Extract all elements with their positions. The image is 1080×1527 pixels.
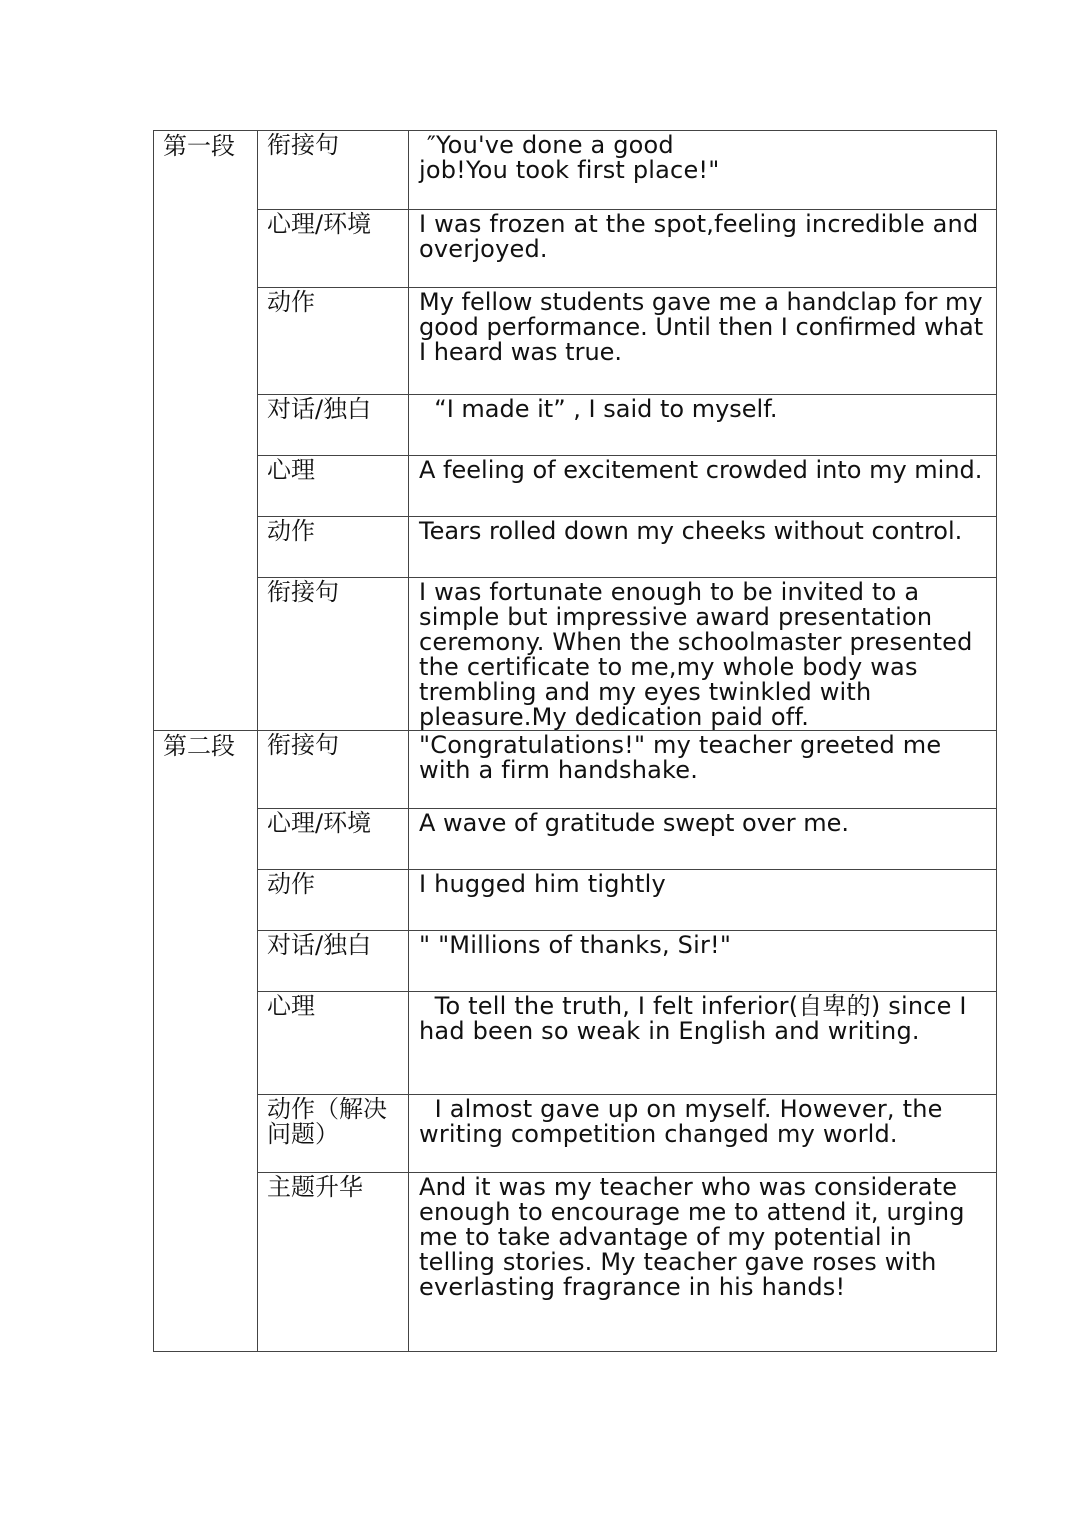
sentence-type-label: 动作 — [267, 870, 315, 898]
table-row — [154, 731, 997, 809]
paragraph-label: 第二段 — [163, 732, 235, 760]
sentence-type-label: 衔接句 — [267, 731, 339, 759]
type-cell — [258, 731, 409, 809]
table-row — [154, 517, 997, 578]
type-cell — [258, 210, 409, 288]
content-cell — [409, 456, 997, 517]
table-row — [154, 210, 997, 288]
table-row — [154, 870, 997, 931]
type-cell — [258, 395, 409, 456]
paragraph-cell — [154, 731, 258, 1352]
sentence-type-label: 动作（解决问题） — [267, 1095, 387, 1148]
table-row — [154, 1095, 997, 1173]
sentence-text: My fellow students gave me a handclap for my good performance. Until then I confirmed what I heard was true. — [419, 288, 991, 366]
table-row — [154, 931, 997, 992]
sentence-text: I hugged him tightly — [419, 870, 666, 898]
sentence-type-label: 心理 — [267, 992, 315, 1020]
type-cell — [258, 578, 409, 731]
table-row — [154, 395, 997, 456]
sentence-text: I was fortunate enough to be invited to a simple but impressive award presentation ceremony. When the schoolmaster presented the certificate to me,my whole body was trembling and my eyes twinkled with pleasure.My dedication paid off. — [419, 578, 981, 731]
type-cell — [258, 1095, 409, 1173]
table-row — [154, 1173, 997, 1352]
type-cell — [258, 992, 409, 1095]
content-cell — [409, 809, 997, 870]
content-cell — [409, 870, 997, 931]
sentence-text: I was frozen at the spot,feeling incredible and overjoyed. — [419, 210, 987, 263]
content-cell — [409, 517, 997, 578]
sentence-type-label: 衔接句 — [267, 578, 339, 606]
content-cell — [409, 131, 997, 210]
sentence-text: And it was my teacher who was considerate enough to encourage me to attend it, urging me to take advantage of my potential in telling stories. My teacher gave roses with everlasting fragrance in his hands! — [419, 1173, 973, 1301]
sentence-text: ″You've done a good job!You took first place!" — [419, 131, 720, 184]
type-cell — [258, 809, 409, 870]
sentence-text: A feeling of excitement crowded into my mind. — [419, 456, 983, 484]
sentence-text: A wave of gratitude swept over me. — [419, 809, 849, 837]
sentence-text: " "Millions of thanks, Sir!" — [419, 931, 732, 959]
content-cell — [409, 731, 997, 809]
sentence-text: To tell the truth, I felt inferior(自卑的) since I had been so weak in English and writing. — [419, 992, 975, 1045]
type-cell — [258, 456, 409, 517]
content-cell — [409, 395, 997, 456]
content-cell — [409, 210, 997, 288]
sentence-type-label: 动作 — [267, 288, 315, 316]
sentence-type-label: 对话/独白 — [267, 395, 372, 423]
type-cell — [258, 870, 409, 931]
sentence-type-label: 心理/环境 — [267, 210, 372, 238]
sentence-type-label: 心理/环境 — [267, 809, 372, 837]
sentence-text: “I made it” , I said to myself. — [419, 395, 778, 423]
content-cell — [409, 1173, 997, 1352]
table-row — [154, 288, 997, 395]
content-cell — [409, 992, 997, 1095]
paragraph-label: 第一段 — [163, 132, 235, 160]
sentence-text: "Congratulations!" my teacher greeted me with a firm handshake. — [419, 731, 950, 784]
sentence-type-label: 心理 — [267, 456, 315, 484]
type-cell — [258, 931, 409, 992]
type-cell — [258, 131, 409, 210]
sentence-type-label: 动作 — [267, 517, 315, 545]
type-cell — [258, 1173, 409, 1352]
sentence-type-label: 对话/独白 — [267, 931, 372, 959]
content-cell — [409, 288, 997, 395]
table-row — [154, 992, 997, 1095]
type-cell — [258, 288, 409, 395]
sentence-type-label: 主题升华 — [267, 1173, 363, 1201]
content-cell — [409, 1095, 997, 1173]
content-cell — [409, 931, 997, 992]
sentence-text: Tears rolled down my cheeks without control. — [419, 517, 963, 545]
sentence-text: I almost gave up on myself. However, the writing competition changed my world. — [419, 1095, 951, 1148]
table-row — [154, 131, 997, 210]
table-row — [154, 456, 997, 517]
content-cell — [409, 578, 997, 731]
type-cell — [258, 517, 409, 578]
table-row — [154, 578, 997, 731]
writing-outline-table — [153, 130, 997, 1352]
table-row — [154, 809, 997, 870]
paragraph-cell — [154, 131, 258, 731]
sentence-type-label: 衔接句 — [267, 131, 339, 159]
